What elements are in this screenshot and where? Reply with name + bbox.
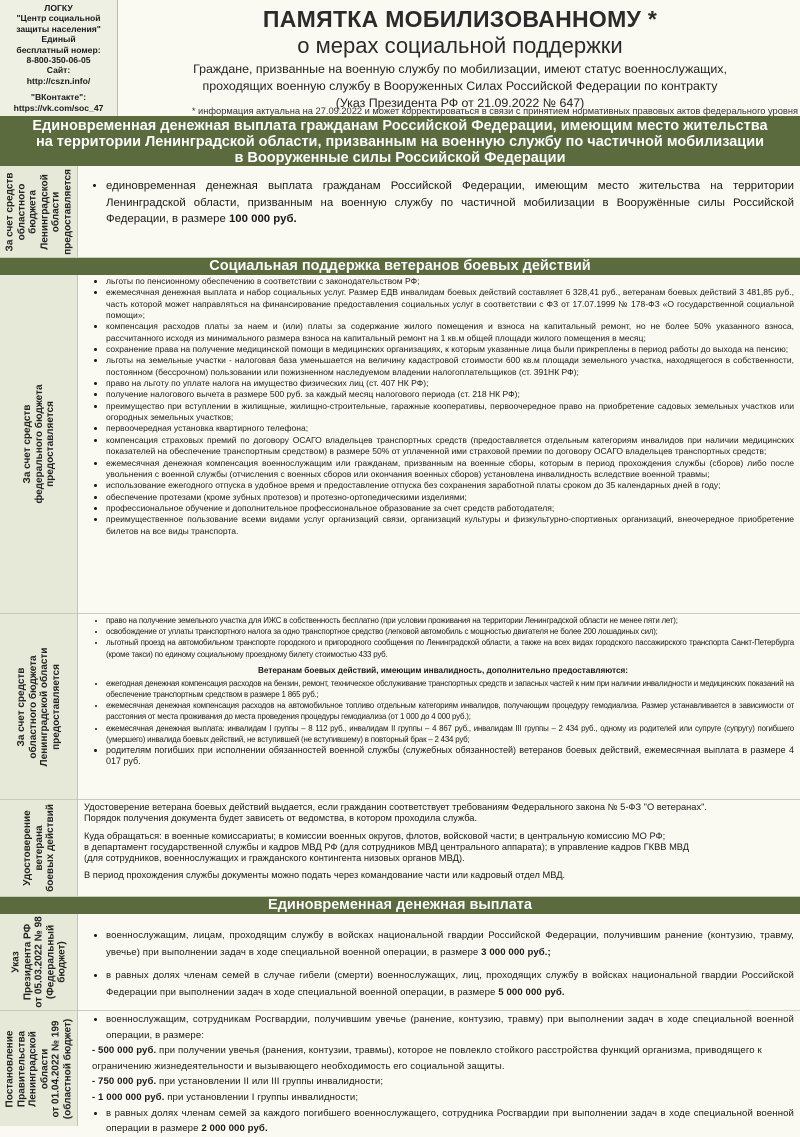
section-banner-veterans: Социальная поддержка ветеранов боевых действий xyxy=(0,258,800,275)
org-line: бесплатный номер: xyxy=(16,44,101,55)
side-line: бюджета xyxy=(27,189,38,234)
side-line: (областной бюджет) xyxy=(61,1018,73,1119)
list-item: • получение налогового вычета в размере 500 руб. за каждый месяц налогового периода (ст. 218 НК РФ); xyxy=(106,389,794,400)
paragraph: В период прохождения службы документы можно подать через командование части или кадровый отдел МВД. xyxy=(84,870,566,881)
list-item: • в равных долях членам семей в случае гибели (смерти) военнослужащих, лиц, проходящих службу в войсках национальной гвардии Российской Федерации при выполнении задач в ходе специальной военной операции, в размере 5 000 000 руб. xyxy=(106,967,794,1001)
page-subtitle: о мерах социальной поддержки xyxy=(297,33,623,58)
org-line: ЛОГКУ xyxy=(44,3,73,13)
side-label xyxy=(0,275,78,613)
banner-line: Единовременная денежная выплата гражданам Российской Федерации, имеющим место жительства xyxy=(32,118,768,134)
side-label xyxy=(0,614,78,799)
list-item: • сохранение права на получение медицинской помощи в медицинских организациях, к которым указанные лица были прикреплены в период работы до выхода на пенсию; xyxy=(106,344,794,355)
section-federal-benefits xyxy=(0,275,800,614)
list-item: • право на получение земельного участка для ИЖС в собственность бесплатно (при условии проживания на территории Ленинградской области не менее пяти лет); xyxy=(106,615,794,626)
side-line: За счет средств xyxy=(4,172,15,251)
list-item: • льготы по пенсионному обеспечению в соответствии с законодательством РФ; xyxy=(106,276,794,287)
list-item: • ежемесячная денежная выплата и набор социальных услуг. Размер ЕДВ инвалидам боевых действий составляет 6 328,41 руб., ветеранам боевых действий 3 481,85 руб., часть которой может направляться на финансирование предоставления социальных услуг в соответствии с ФЗ от 17.07.1999 № 178-ФЗ «О государственной социальной помощи»; xyxy=(106,287,794,321)
amount: 2 000 000 руб. xyxy=(201,1123,268,1135)
section-content xyxy=(78,614,800,799)
list-item: • профессиональное обучение и дополнительное профессиональное образование за счет средств работодателя; xyxy=(106,503,794,514)
page-title: ПАМЯТКА МОБИЛИЗОВАННОМУ * xyxy=(262,6,658,32)
section-regional-benefits xyxy=(0,614,800,800)
list-item: • освобождение от уплаты транспортного налога за одно транспортное средство (легковой автомобиль с мощностью двигателя не более 200 лошадиных сил); xyxy=(106,626,794,637)
side-line: областного xyxy=(15,183,27,240)
list-item: • право на льготу по уплате налога на имущество физических лиц (ст. 407 НК РФ); xyxy=(106,378,794,389)
section-banner-lump-sum: Единовременная денежная выплата xyxy=(0,897,800,914)
paragraph: Удостоверение ветерана боевых действий выдается, если гражданин соответствует требованиям Федерального закона № 5-ФЗ "О ветеранах". xyxy=(84,802,707,812)
amount: 5 000 000 руб. xyxy=(498,987,565,998)
desc-line: Граждане, призванные на военную службу по мобилизации, имеют статус военнослужащих, xyxy=(193,62,727,76)
paragraph: Порядок получения документа будет зависеть от ведомства, в котором проходила служба. xyxy=(84,813,478,824)
org-site-link[interactable]: http://cszn.info/ xyxy=(26,75,91,86)
side-line: предоставляется xyxy=(44,401,56,487)
payment-tier: - 750 000 руб. при установлении II или III группы инвалидности; xyxy=(92,1076,384,1088)
side-line: ветерана xyxy=(32,825,44,871)
side-line: (Федеральный xyxy=(44,924,56,1000)
list-item: • ежемесячная денежная компенсация расходов на автомобильное топливо отдельным категориям инвалидов, получающим процедуру гемодиализа. Размер устанавливается в зависимости от расстояния от места проживания до места проведения процедуры гемодиализа (от 1 000 до 4 000 руб.); xyxy=(106,700,794,722)
org-line: "ВКонтакте": xyxy=(30,92,87,103)
desc-line: (Указ Президента РФ от 21.09.2022 № 647) xyxy=(335,96,585,110)
section-content xyxy=(78,275,800,613)
list-item: • родителям погибших при исполнении обязанностей военной службы (служебных обязанностей) ветеранов боевых действий, ежемесячная выплата в размере 4 017 руб. xyxy=(106,745,794,767)
side-line: Ленинградской области xyxy=(38,647,50,766)
paragraph: (для сотрудников, военнослужащих и гражданского контингента низовых органов МВД). xyxy=(84,853,465,864)
section-veteran-certificate xyxy=(0,800,800,897)
org-line: защиты населения" xyxy=(16,23,101,34)
list-item: • преимущество при вступлении в жилищные, жилищно-строительные, гаражные кооперативы, первоочередное право на приобретение садовых земельных участков или огородных земельных участков; xyxy=(106,401,794,424)
side-line: от 05.03.2022 № 98 xyxy=(32,916,44,1008)
list-item: • льготный проезд на автомобильном транспорте городского и пригородного сообщения по Ленинградской области, а также на всех видах городского пассажирского транспорта Санкт-Петербурга (кроме такси) по единому социальному проездному билету стоимостью 433 руб. xyxy=(106,637,794,659)
side-line: За счет средств xyxy=(21,404,33,484)
section-content xyxy=(78,800,800,896)
list-item: • военнослужащим, сотрудникам Росгвардии, получившим увечье (ранение, контузию, травму) при выполнении задач в ходе специальной военной операции, в размере: xyxy=(106,1012,794,1043)
side-line: областного бюджета xyxy=(27,654,38,759)
list-item: • ежемесячная денежная компенсация военнослужащим или гражданам, призванным на военные сборы, которым в период прохождения службы (сборов) либо после увольнения с военной службы (отчисления с военных сборов или окончания военных сборов) установлена инвалидность вследствие военной травмы; xyxy=(106,458,794,481)
section-content xyxy=(78,1011,800,1135)
title-block xyxy=(120,0,800,112)
amount: 100 000 руб. xyxy=(228,213,297,225)
section-banner-lump-sum-region xyxy=(0,116,800,166)
side-label xyxy=(0,800,78,896)
list-item: • компенсация страховых премий по договору ОСАГО владельцев транспортных средств (предоставляется отдельным категориям инвалидов при наличии медицинских показателей на обеспечение транспортным средством) в размере 50% от уплаченной ими страховой премии по договору ОСАГО владельцев транспортных средств; xyxy=(106,435,794,458)
list-item: • использование ежегодного отпуска в удобное время и предоставление отпуска без сохранения заработной платы сроком до 35 календарных дней в году; xyxy=(106,480,794,491)
side-line: Правительства xyxy=(15,1030,27,1107)
payment-tier: - 1 000 000 руб. при установлении I группы инвалидности; xyxy=(92,1091,359,1103)
footnote: * информация актуальна на 27.09.2022 и может корректироваться в связи с принятием нормативных правовых актов федерального уровня xyxy=(191,106,798,116)
side-label xyxy=(0,914,78,1010)
desc-line: проходящих военную службу в Вооруженных Силах Российской Федерации по контракту xyxy=(202,79,718,93)
side-line: Указ xyxy=(9,951,21,973)
paragraph: Куда обращаться: в военные комиссариаты; в комиссии военных округов, флотов, войсковой части; в центральную комиссию МО РФ; xyxy=(84,830,666,841)
page-description xyxy=(120,61,800,112)
side-line: Постановление xyxy=(4,1030,15,1107)
side-line: За счет средств xyxy=(15,667,27,746)
org-line: "Центр социальной xyxy=(16,13,101,24)
list-item: • преимущественное пользование всеми видами услуг организаций связи, организаций культуры и физкультурно-спортивных организаций, внеочередное приобретение билетов на все виды транспорта. xyxy=(106,514,794,537)
list-item: • льготы на земельные участки - налоговая база уменьшается на величину кадастровой стоимости 600 кв.м площади земельного участка, находящегося в собственности, постоянном (бессрочном) пользовании или пожизненном наследуемом владении налогоплательщиков (ст. 391НК РФ); xyxy=(106,355,794,378)
section-regional-decree xyxy=(0,1011,800,1135)
amount: 3 000 000 руб.; xyxy=(481,947,551,958)
paragraph: в департамент государственной службы и кадров МВД РФ (для сотрудников МВД центрального аппарата); в управление кадров ГКВВ МВД xyxy=(84,841,690,852)
side-line: предоставляется xyxy=(50,663,61,750)
side-line: Президента РФ xyxy=(21,923,33,1001)
side-line: федерального бюджета xyxy=(32,384,44,504)
section-content xyxy=(78,166,800,257)
list-item: • единовременная денежная выплата гражданам Российской Федерации, имеющим место жительства на территории Ленинградской области, призванным на военную службу по частичной мобилизации в Вооружённые силы Российской Федерации, в размере 100 000 руб. xyxy=(106,178,794,228)
org-phone: 8-800-350-06-05 xyxy=(26,55,91,66)
payment-tier: - 500 000 руб. при получении увечья (ранения, контузии, травмы), которое не повлекло стойкого расстройства функций организма, приводящего к ограничению жизнедеятельности и вызывающего необходимость его социальной защиты. xyxy=(92,1045,762,1072)
org-line: Сайт: xyxy=(46,65,71,76)
side-line: Удостоверение xyxy=(21,810,33,886)
side-line: области xyxy=(50,191,61,232)
org-contacts-panel xyxy=(0,0,118,116)
org-line: Единый xyxy=(41,34,76,45)
side-label xyxy=(0,1011,78,1126)
side-line: Ленинградской xyxy=(38,173,50,250)
banner-line: на территории Ленинградской области, призванным на военную службу по частичной мобилизации xyxy=(35,134,765,150)
list-item: • военнослужащим, лицам, проходящим службу в войсках национальной гвардии Российской Федерации, получившим ранение (контузию, травму, увечье) при выполнении задач в ходе специальной военной операции, в размере 3 000 000 руб.; xyxy=(106,927,794,961)
side-line: боевых действий xyxy=(44,804,56,892)
section-presidential-decree xyxy=(0,914,800,1011)
side-line: от 01.04.2022 № 199 xyxy=(50,1020,61,1117)
section-regional-payment xyxy=(0,166,800,258)
side-line: области xyxy=(38,1048,50,1089)
header xyxy=(0,0,800,116)
list-item: • обеспечение протезами (кроме зубных протезов) и протезно-ортопедическими изделиями; xyxy=(106,492,794,503)
list-item: • первоочередная установка квартирного телефона; xyxy=(106,423,794,434)
list-item: • ежемесячная денежная выплата: инвалидам I группы – 8 112 руб., инвалидам II группы – 4 867 руб., инвалидам III группы – 2 434 руб., одному из родителей или супруге (супругу) погибшего (умершего) инвалида боевых действий, не вступившей (не вступившему) в повторный брак – 2 434 руб; xyxy=(106,723,794,745)
side-line: предоставляется xyxy=(61,168,73,255)
subheading-disabled-veterans: Ветеранам боевых действий, имеющим инвалидность, дополнительно предоставляются: xyxy=(257,665,629,675)
side-line: Ленинградской xyxy=(27,1030,38,1107)
side-label xyxy=(0,166,78,257)
side-line: бюджет) xyxy=(55,941,67,983)
banner-line: в Вооруженные силы Российской Федерации xyxy=(234,150,566,166)
section-content xyxy=(78,914,800,1010)
list-item: • компенсация расходов платы за наем и (или) платы за содержание жилого помещения и взноса на капитальный ремонт, но не более 50% указанного взноса, рассчитанного исходя из минимального размера взноса на капитальный ремонт на 1 кв.м общей площади жилого помещения в месяц; xyxy=(106,321,794,344)
org-vk-link[interactable]: https://vk.com/soc_47 xyxy=(13,102,104,113)
list-item: • ежегодная денежная компенсация расходов на бензин, ремонт, техническое обслуживание транспортных средств и запасных частей к ним при наличии инвалидности и медицинских показаний на обеспечение транспортным средством в размере 1 865 руб.; xyxy=(106,678,794,700)
list-item: • в равных долях членам семей за каждого погибшего военнослужащего, сотрудника Росгвардии при выполнении задач в ходе специальной военной операции в размере 2 000 000 руб. xyxy=(106,1106,794,1137)
